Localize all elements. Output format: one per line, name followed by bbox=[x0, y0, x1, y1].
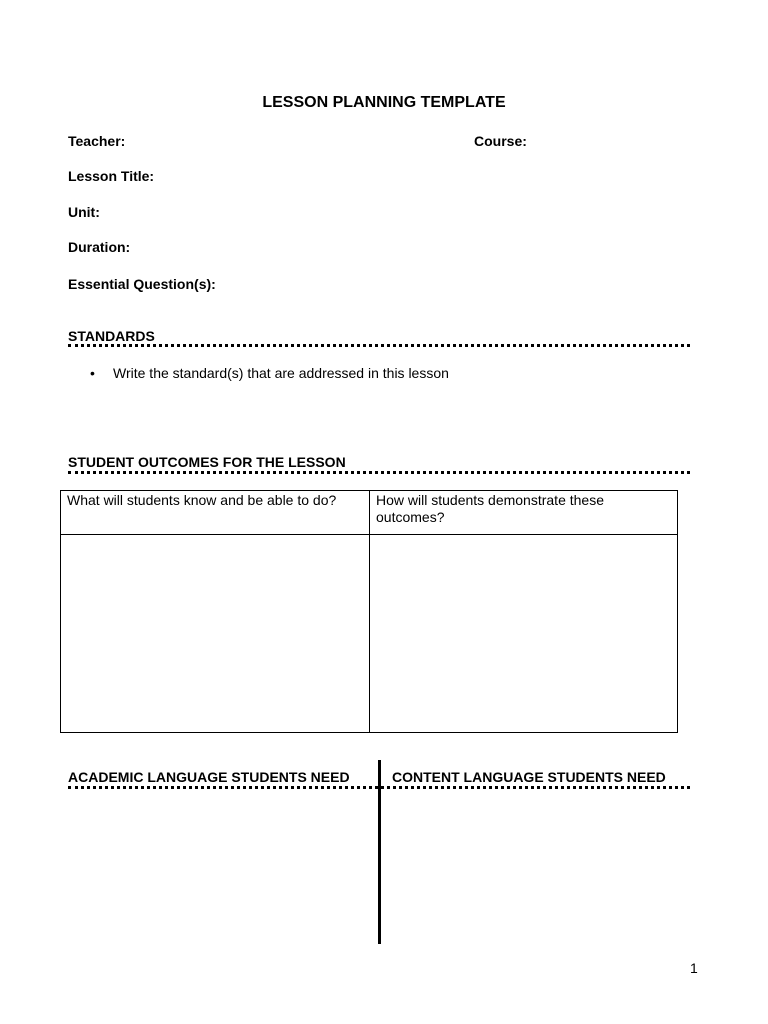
outcomes-divider bbox=[68, 471, 690, 474]
duration-label: Duration: bbox=[68, 239, 131, 255]
page-number: 1 bbox=[690, 960, 698, 976]
outcomes-column-know: What will students know and be able to do? bbox=[61, 491, 370, 535]
outcomes-column-demonstrate: How will students demonstrate these outcomes? bbox=[370, 491, 678, 535]
teacher-label: Teacher: bbox=[68, 133, 126, 149]
unit-label: Unit: bbox=[68, 204, 100, 220]
lesson-title-label: Lesson Title: bbox=[68, 168, 155, 184]
page-title: LESSON PLANNING TEMPLATE bbox=[262, 94, 506, 111]
standards-bullet-text: Write the standard(s) that are addressed in this lesson bbox=[113, 365, 449, 381]
outcomes-table bbox=[60, 490, 678, 733]
standards-divider bbox=[68, 344, 690, 347]
content-language-heading: CONTENT LANGUAGE STUDENTS NEED bbox=[392, 769, 666, 785]
standards-bullet-item bbox=[90, 365, 449, 381]
outcomes-know-cell[interactable] bbox=[61, 535, 370, 733]
outcomes-heading: STUDENT OUTCOMES FOR THE LESSON bbox=[68, 454, 346, 470]
essential-questions-label: Essential Question(s): bbox=[68, 276, 216, 292]
outcomes-demonstrate-cell[interactable] bbox=[370, 535, 678, 733]
outcomes-header-row bbox=[61, 491, 678, 535]
language-column-divider bbox=[378, 760, 381, 944]
course-label: Course: bbox=[474, 133, 527, 149]
standards-heading: STANDARDS bbox=[68, 328, 155, 344]
academic-language-heading: ACADEMIC LANGUAGE STUDENTS NEED bbox=[68, 769, 350, 785]
outcomes-body-row bbox=[61, 535, 678, 733]
bullet-icon: • bbox=[90, 365, 95, 381]
